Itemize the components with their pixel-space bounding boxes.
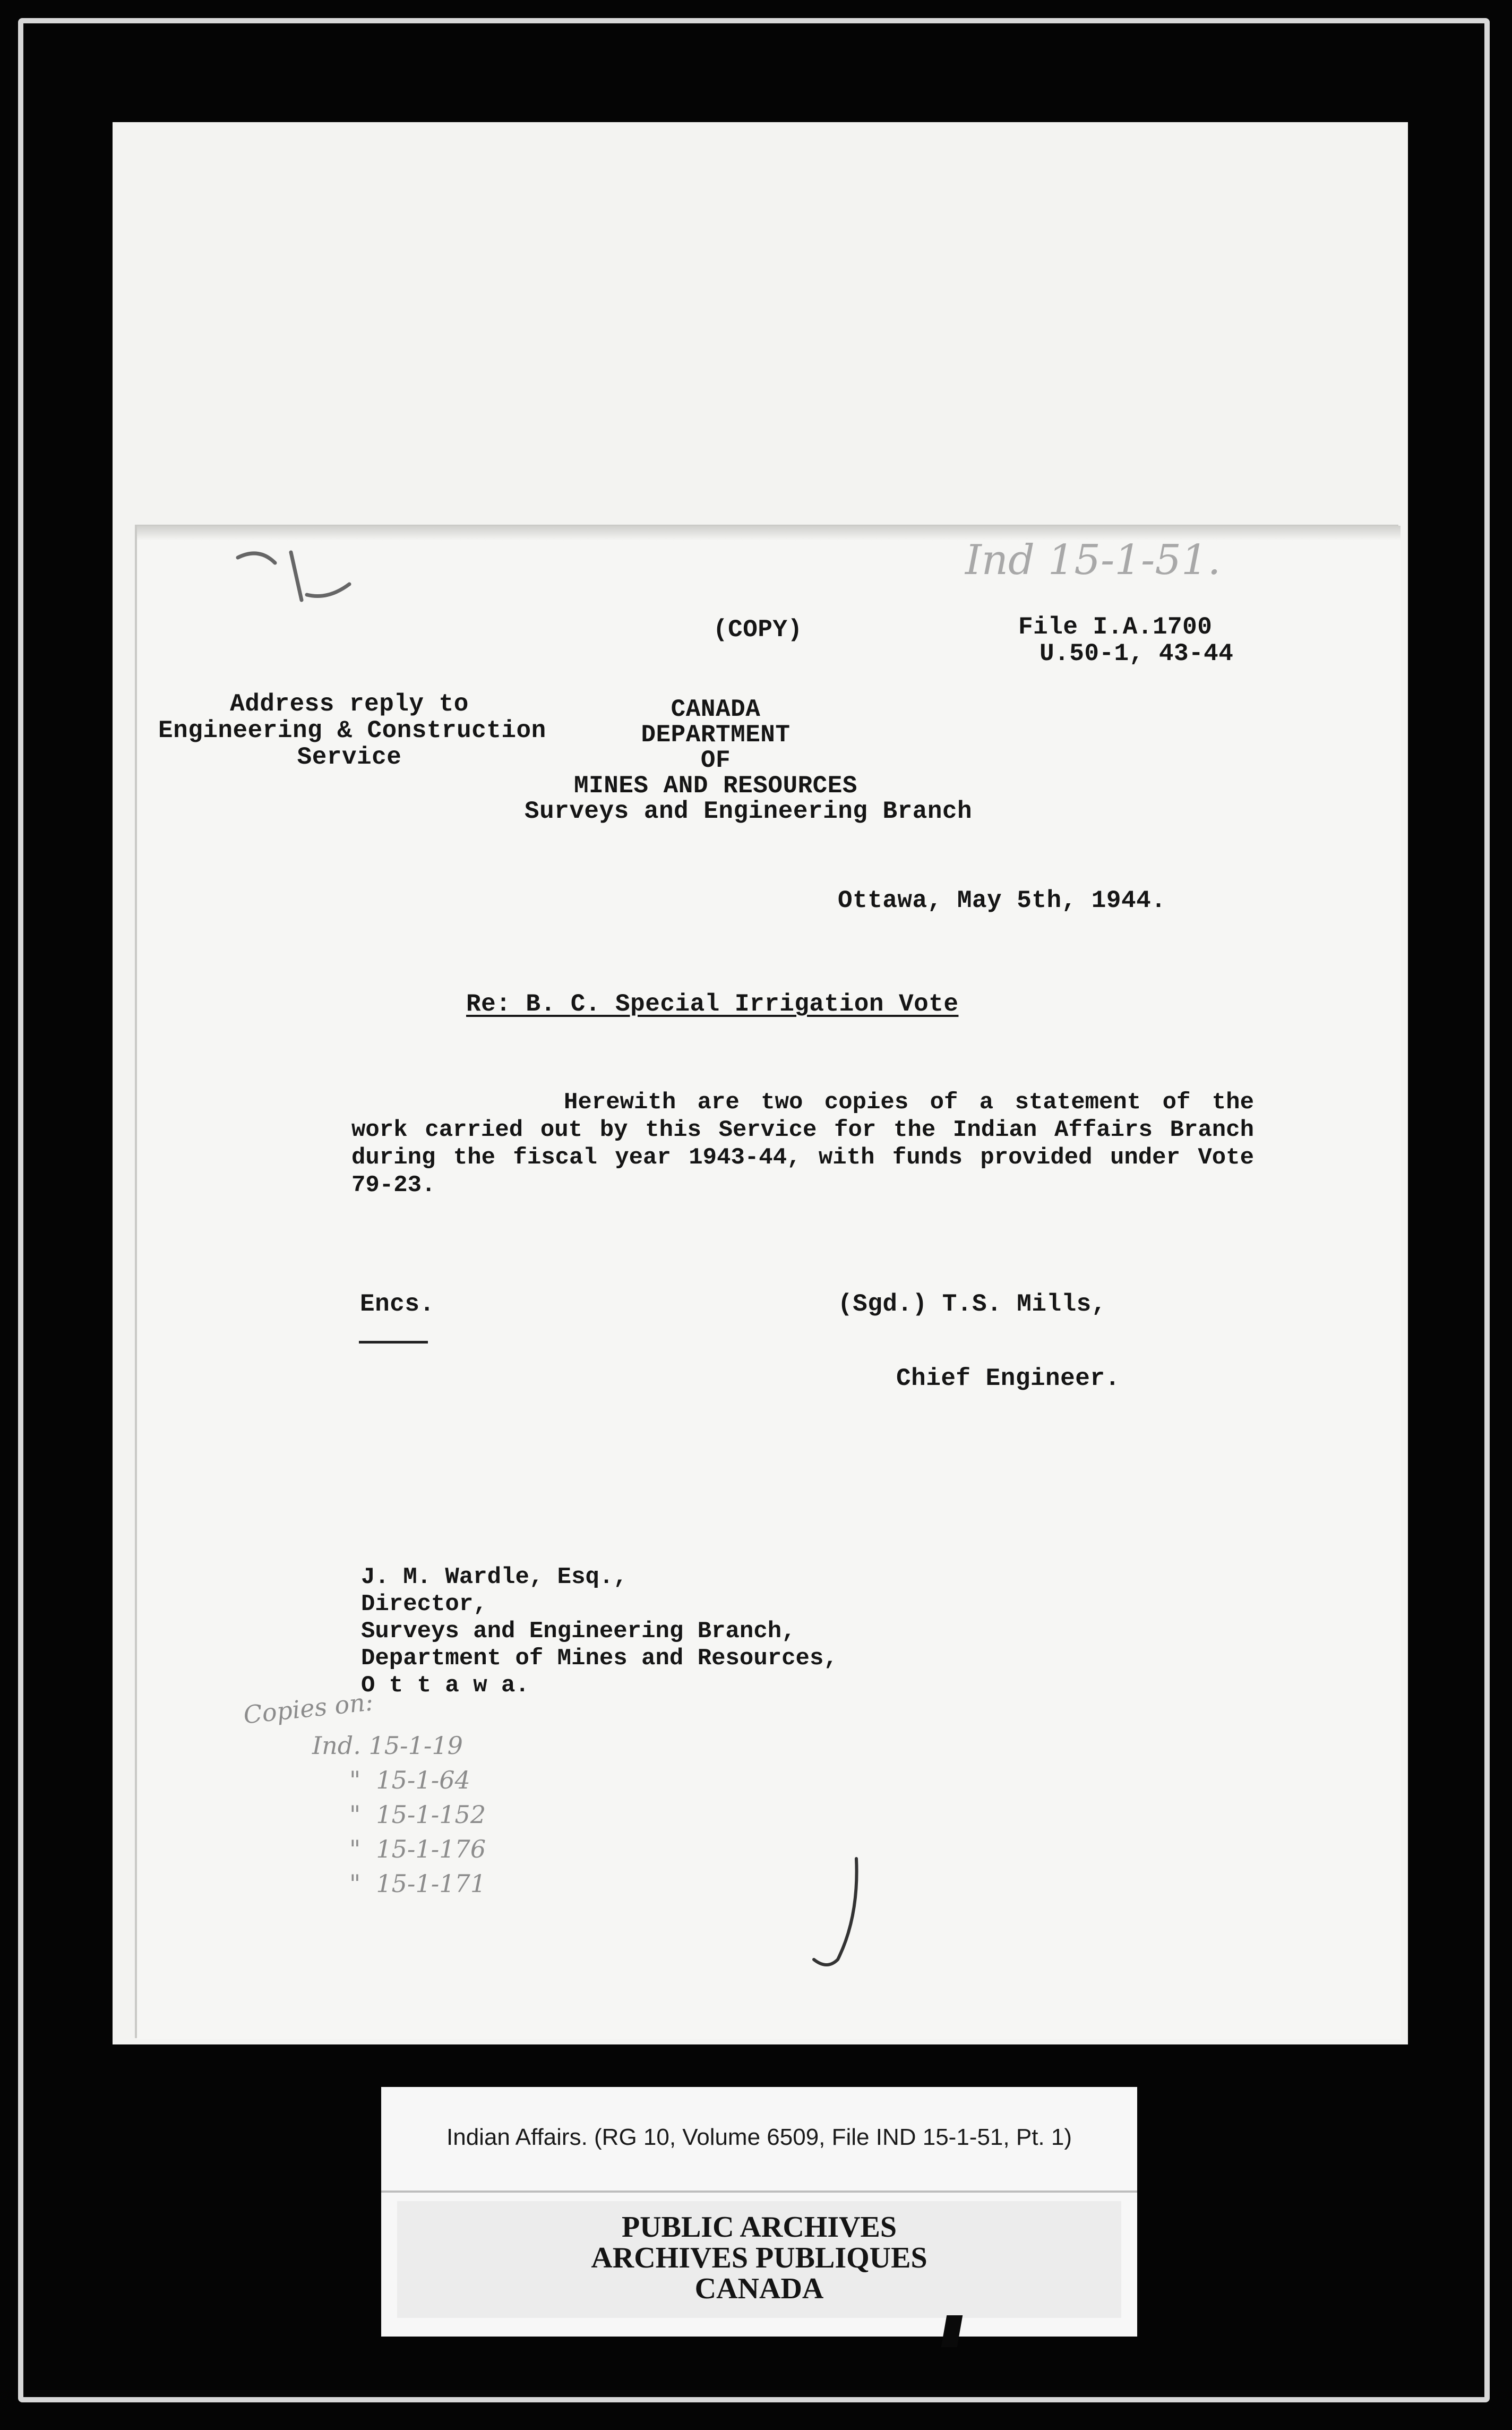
address-line: Director, [361, 1591, 487, 1618]
reply-to-line: Engineering & Construction [158, 717, 546, 745]
subject-line: Re: B. C. Special Irrigation Vote [466, 990, 959, 1018]
address-line: Department of Mines and Resources, [361, 1645, 838, 1672]
archives-label-card [381, 2087, 1137, 2337]
address-line: J. M. Wardle, Esq., [361, 1564, 628, 1590]
label-reference-area [381, 2087, 1137, 2193]
date-line: Ottawa, May 5th, 1944. [838, 887, 1166, 914]
body-paragraph: Herewith are two copies of a statement of the work carried out by this Service for the Indian Affairs Branch during the fiscal year 1943-44, with funds provided under Vote 79-23. [351, 1089, 1254, 1199]
copies-entry: Ind. 15-1-19 [312, 1731, 463, 1760]
letterhead-line: MINES AND RESOURCES [574, 772, 857, 800]
copies-entry: " 15-1-64 [349, 1766, 470, 1794]
letterhead-line: CANADA [671, 696, 761, 723]
check-mark-icon [806, 1853, 870, 1975]
enclosure-rule [359, 1341, 428, 1344]
pencil-mark-icon [227, 542, 376, 605]
copies-heading: Copies on: [242, 1687, 375, 1730]
file-reference-line-1: File I.A.1700 [1018, 613, 1213, 641]
copy-marker: (COPY) [713, 616, 803, 644]
letter-sheet [137, 526, 1401, 2039]
archives-stamp [397, 2201, 1121, 2318]
address-line: O t t a w a. [361, 1672, 529, 1699]
archives-line-fr: ARCHIVES PUBLIQUES [591, 2241, 927, 2274]
copies-entry: " 15-1-176 [349, 1835, 486, 1863]
copies-entry: " 15-1-152 [349, 1800, 486, 1829]
reply-to-line: Service [297, 743, 402, 771]
enclosure-note: Encs. [360, 1290, 435, 1318]
letterhead-line: OF [700, 747, 731, 774]
reply-to-line: Address reply to [230, 690, 469, 718]
file-reference-line-2: U.50-1, 43-44 [1040, 640, 1234, 668]
archives-line-country: CANADA [694, 2272, 824, 2305]
letterhead-branch: Surveys and Engineering Branch [525, 798, 973, 825]
address-line: Surveys and Engineering Branch, [361, 1618, 796, 1645]
copies-entry: " 15-1-171 [349, 1869, 486, 1898]
archive-reference: Indian Affairs. (RG 10, Volume 6509, File IND 15-1-51, Pt. 1) [446, 2124, 1072, 2150]
letterhead-line: DEPARTMENT [641, 721, 791, 749]
archives-line-en: PUBLIC ARCHIVES [621, 2211, 897, 2244]
handwritten-file-number: Ind 15-1-51. [965, 536, 1221, 584]
signer-title: Chief Engineer. [896, 1365, 1120, 1392]
signature-line: (Sgd.) T.S. Mills, [838, 1290, 1106, 1318]
recipient-address [361, 1564, 838, 1699]
